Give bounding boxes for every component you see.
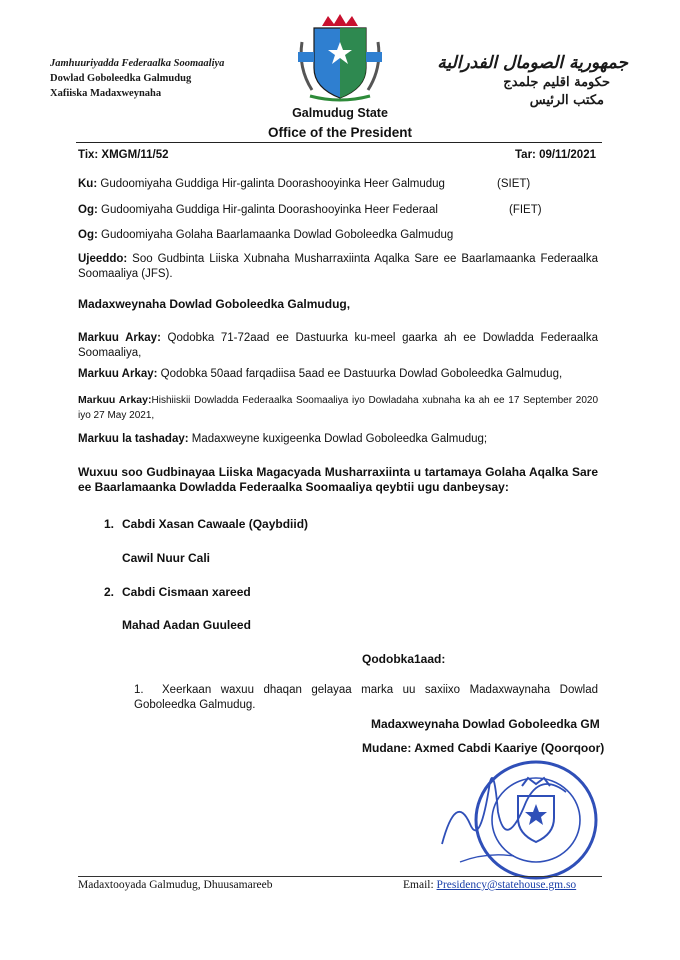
consideration-text: Hishiiskii Dowladda Federaalka Soomaaliya iyo Dowladaha xubnaha ka ah ee 17 September 2020 iyo 27 May 2021, bbox=[78, 395, 598, 421]
header-right-arabic bbox=[428, 52, 628, 110]
recipient-text: Gudoomiyaha Golaha Baarlamaanka Dowlad Goboleedka Galmudug bbox=[101, 229, 454, 241]
consideration-line bbox=[78, 367, 598, 382]
signatory-name: Mudane: Axmed Cabdi Kaariye (Qoorqoor) bbox=[362, 741, 605, 755]
consideration-line bbox=[78, 393, 598, 423]
article-heading: Qodobka1aad: bbox=[362, 652, 446, 666]
consideration-label: Markuu la tashaday: bbox=[78, 433, 189, 445]
recipient-text: Gudoomiyaha Guddiga Hir-galinta Doorashooyinka Heer Galmudug bbox=[100, 178, 445, 190]
consideration-label: Markuu Arkay: bbox=[78, 394, 152, 406]
recipient-line bbox=[78, 203, 438, 218]
candidate-alternate: Mahad Aadan Guuleed bbox=[122, 618, 251, 632]
consideration-line bbox=[78, 331, 598, 361]
article-number: 1. bbox=[134, 684, 144, 696]
recipient-code: (FIET) bbox=[509, 204, 542, 216]
consideration-text: Qodobka 71-72aad ee Dastuurka ku-meel gaarka ah ee Dowladda Federaalka Soomaaliya, bbox=[78, 332, 599, 359]
subject-line bbox=[78, 252, 598, 282]
recipient-line bbox=[78, 177, 445, 192]
reference-number: Tix: XMGM/11/52 bbox=[78, 149, 169, 161]
article-text: Xeerkaan waxuu dhaqan gelayaa marka uu saxiixo Madaxwaynaha Dowlad Goboleedka Galmudug. bbox=[134, 684, 598, 711]
office-name: Office of the President bbox=[267, 125, 413, 140]
recipient-prefix: Og: bbox=[78, 204, 98, 216]
footer-divider bbox=[78, 876, 602, 877]
recipient-prefix: Og: bbox=[78, 229, 98, 241]
footer-email-line bbox=[403, 879, 576, 891]
recipient-code: (SIET) bbox=[497, 178, 531, 190]
galmudug-emblem-icon bbox=[292, 12, 388, 104]
header-left-line: Jamhuuriyadda Federaalka Soomaaliya bbox=[50, 58, 225, 69]
candidate-number: 1. bbox=[104, 517, 115, 531]
footer-email-label: Email: bbox=[403, 879, 434, 891]
header-left-line: Xafiiska Madaxweynaha bbox=[50, 88, 162, 99]
decision-paragraph: Wuxuu soo Gudbinayaa Liiska Magacyada Musharraxiinta u tartamaya Golaha Aqalka Sare ee Baarlamaanka Dowladda Federaalka Soomaaliya qeybtii ugu danbeysay: bbox=[78, 465, 598, 494]
state-name: Galmudug State bbox=[292, 106, 388, 120]
consideration-text: Qodobka 50aad farqadiisa 5aad ee Dastuurka Dowlad Goboleedka Galmudug, bbox=[160, 368, 563, 380]
consideration-line bbox=[78, 432, 598, 447]
signatory-title: Madaxweynaha Dowlad Goboleedka GM bbox=[371, 717, 600, 731]
footer-email-link[interactable]: Presidency@statehouse.gm.so bbox=[436, 879, 577, 891]
header-right-line: جمهورية الصومال الفدرالية bbox=[437, 53, 628, 73]
recipient-prefix: Ku: bbox=[78, 178, 98, 190]
header-right-line: مكتب الرئيس bbox=[529, 93, 604, 108]
header-right-line: حكومة اقليم جلمدج bbox=[503, 75, 610, 90]
footer-address: Madaxtooyada Galmudug, Dhuusamareeb bbox=[78, 879, 273, 891]
candidate-name: Cabdi Cismaan xareed bbox=[122, 585, 251, 599]
consideration-text: Madaxweyne kuxigeenka Dowlad Goboleedka Galmudug; bbox=[191, 433, 488, 445]
document-date: Tar: 09/11/2021 bbox=[515, 149, 596, 161]
header-left bbox=[50, 56, 290, 101]
recipient-line bbox=[78, 228, 453, 243]
salutation: Madaxweynaha Dowlad Goboleedka Galmudug, bbox=[78, 297, 351, 311]
official-stamp-icon bbox=[436, 752, 600, 884]
subject-label: Ujeeddo: bbox=[78, 253, 128, 265]
subject-text: Soo Gudbinta Liiska Xubnaha Musharraxiinta Aqalka Sare ee Baarlamaanka Federaalka Soomaaliya (JFS). bbox=[78, 253, 598, 280]
header-left-line: Dowlad Goboleedka Galmudug bbox=[50, 73, 192, 84]
header-divider bbox=[76, 142, 602, 143]
candidate-alternate: Cawil Nuur Cali bbox=[122, 551, 211, 565]
candidate-number: 2. bbox=[104, 585, 115, 599]
recipient-text: Gudoomiyaha Guddiga Hir-galinta Doorashooyinka Heer Federaal bbox=[101, 204, 438, 216]
candidate-name: Cabdi Xasan Cawaale (Qaybdiid) bbox=[122, 517, 309, 531]
consideration-label: Markuu Arkay: bbox=[78, 368, 158, 380]
consideration-label: Markuu Arkay: bbox=[78, 332, 161, 344]
